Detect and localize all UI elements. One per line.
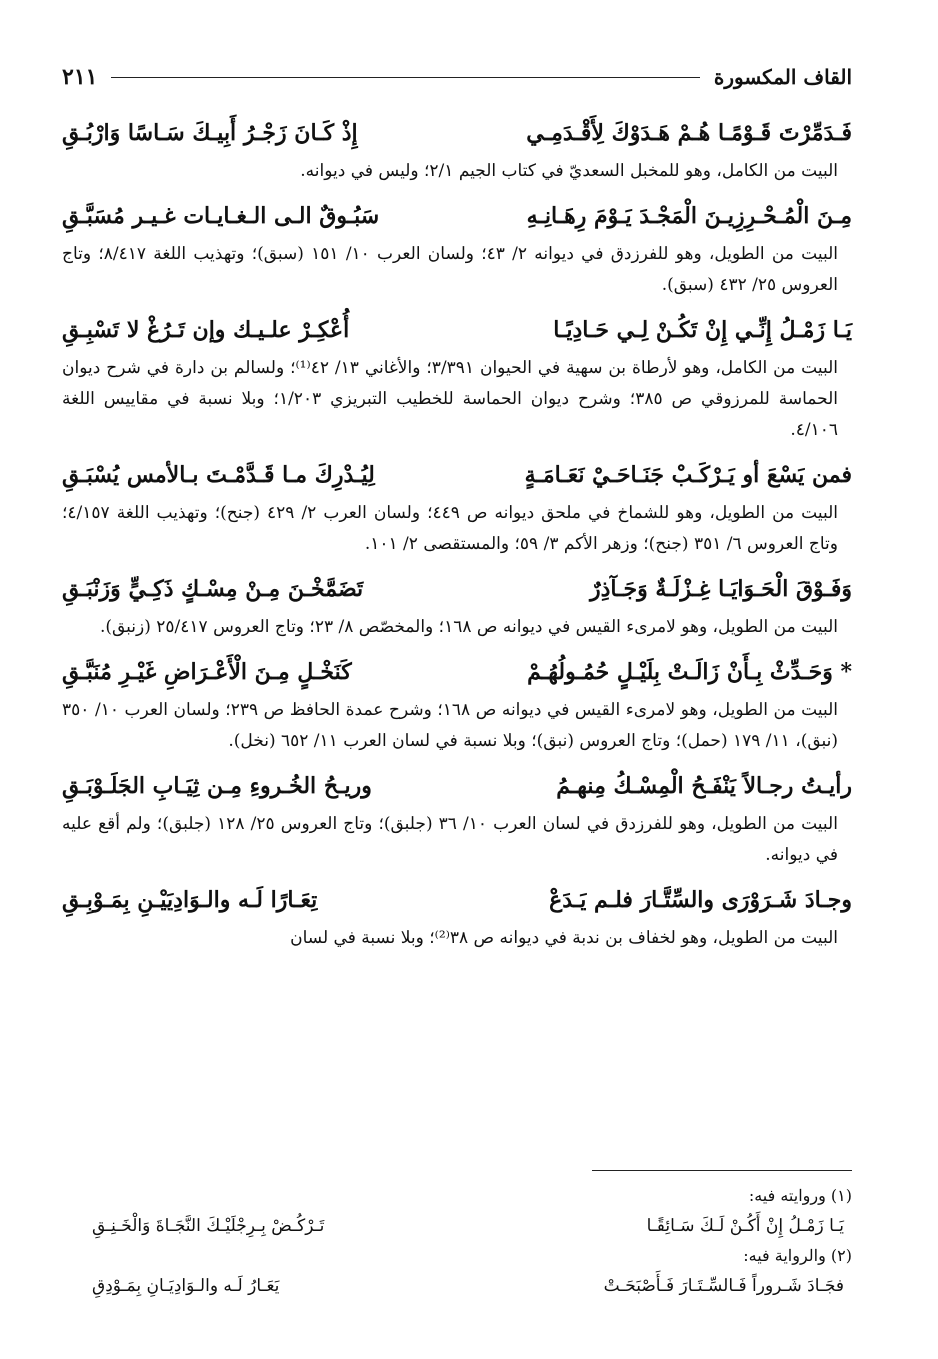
chapter-title: القاف المكسورة xyxy=(713,65,852,89)
verse-commentary: البيت من الطويل، وهو للشماخ في ملحق ديوانه ص ٤٤٩؛ ولسان العرب ٢/ ٤٢٩ (جنح)؛ وتهذيب اللغة ٤/١٥٧؛ وتاج العروس ٦/ ٣٥١ (جنح)؛ وزهر الأكم ٣/ ٥٩؛ والمستقصى ٢/ ١٠١. xyxy=(62,503,838,554)
footnote-label: (١) وروايته فيه: xyxy=(748,1186,852,1205)
verse-line xyxy=(62,110,852,156)
verse-line xyxy=(62,193,852,239)
second-hemistich: تَـرْكُـضْ بِـرِجْلَيْـكَ النَّجَـاةَ وَالْخَـنِـقِ xyxy=(92,1216,325,1236)
second-hemistich: تَضَمَّخْـنَ مِـنْ مِسْـكٍ ذَكِـيٍّ وَزَنْبَـقِ xyxy=(62,576,364,602)
first-hemistich: يَـا زَمْـلُ إِنِّـي إِنْ تَكُـنْ لِـي حَـادِيًـا xyxy=(553,317,852,343)
verse-line xyxy=(62,877,852,923)
page-number: ٢١١ xyxy=(62,64,98,90)
second-hemistich: سَبُـوقٌ الـى الـغـايـات غـيـر مُسَبَّـقِ xyxy=(62,203,380,229)
verse-commentary: البيت من الطويل، وهو لامرىء القيس في ديوانه ص ١٦٨؛ والمخصّص ٨/ ٢٣؛ وتاج العروس ٢٥/٤١٧ (زنبق). xyxy=(99,617,838,637)
first-hemistich: رأيـتُ رجـالاً يَنْفَـحُ الْمِسْـكُ مِنهـمُ xyxy=(556,773,852,799)
verse-line xyxy=(62,307,852,353)
first-hemistich: فَـدَمِّرْتَ قَـوْمًـا هُـمْ هَـدَوْكَ لِأَقْـدَمِـي xyxy=(526,120,852,146)
verse-commentary: البيت من الكامل، وهو لأرطاة بن سهية في الحيوان ٣/٣٩١؛ والأغاني ١٣/ ٤٢⁽¹⁾؛ ولسالم بن دارة في شرح ديوان الحماسة للمرزوقي ص ٣٨٥؛ وشرح ديوان الحماسة للخطيب التبريزي ١/٢٠٣؛ وبلا نسبة في مقاييس اللغة ٤/١٠٦. xyxy=(62,358,839,440)
verse-line xyxy=(62,452,852,498)
first-hemistich: يَـا زَمْـلُ إِنْ أَكُـنْ لَـكَ سَـائِقًـا xyxy=(646,1216,844,1236)
page-header xyxy=(62,62,852,92)
first-hemistich: فمن يَسْعَ أو يَـرْكَـبْ جَنَـاحَـيْ نَعَـامَـةٍ xyxy=(524,462,852,488)
verse-entry xyxy=(62,566,852,643)
verse-entry xyxy=(62,193,852,301)
footnote-verse xyxy=(62,1269,852,1303)
verse-line xyxy=(62,763,852,809)
second-hemistich: وريـحُ الخُـروءِ مِـن ثِيَـابِ الجَلَـوْبَـقِ xyxy=(62,773,372,799)
footnotes xyxy=(62,1170,852,1303)
footnote-label: (٢) والرواية فيه: xyxy=(743,1246,852,1265)
verse-commentary: البيت من الطويل، وهو للفرزدق في لسان العرب ١٠/ ٣٦ (جلبق)؛ وتاج العروس ٢٥/ ١٢٨ (جلبق)؛ ولم أقع عليه في ديوانه. xyxy=(62,814,838,865)
second-hemistich: لِيُـدْرِكَ مـا قَـدَّمْـتَ بـالأمس يُسْبَـقِ xyxy=(62,462,375,488)
second-hemistich: تِعَـارًا لَـه والـوَادِيَيْـنِ بِمَـوْبِـقِ xyxy=(62,887,318,913)
footnote-verse xyxy=(62,1209,852,1243)
verse-line xyxy=(62,566,852,612)
second-hemistich: أُعْكِـرْ علـيـك وإن تَـرُغْ لا تَسْبِـقِ xyxy=(62,317,350,343)
verse-commentary: البيت من الطويل، وهو لامرىء القيس في ديوانه ص ١٦٨؛ وشرح عمدة الحافظ ص ٢٣٩؛ ولسان العرب ١٠/ ٣٥٠ (نبق)، ١١/ ١٧٩ (حمل)؛ وتاج العروس (نبق)؛ وبلا نسبة في لسان العرب ١١/ ٦٥٢ (نخل). xyxy=(62,700,838,751)
second-hemistich: إِذْ كَـانَ زَجْـرُ أَبِيـكَ سَـاسًا وَارْبُـقِ xyxy=(62,120,358,146)
verse-commentary: البيت من الطويل، وهو للفرزدق في ديوانه ٢/ ٤٣؛ ولسان العرب ١٠/ ١٥١ (سبق)؛ وتهذيب اللغة ٨/٤١٧؛ وتاج العروس ٢٥/ ٤٣٢ (سبق). xyxy=(62,244,838,295)
verse-commentary: البيت من الكامل، وهو للمخبل السعديّ في كتاب الجيم ٢/١؛ وليس في ديوانه. xyxy=(300,161,838,181)
first-hemistich: وَفَـوْقَ الْحَـوَايَـا غِـزْلَـةٌ وَجَـآذِرٌ xyxy=(589,576,852,602)
footnote-rule xyxy=(592,1170,852,1171)
first-hemistich: فجَـادَ شَـروراً فَـالسِّـتَـارَ فَـأَصْبَحَـتْ xyxy=(603,1276,844,1296)
first-hemistich: وجـادَ شَـرَوْرَى والسِّتَّـارَ فلـم يَـدَعْ xyxy=(549,887,852,913)
header-rule xyxy=(111,77,699,78)
second-hemistich: كَنَخْـلٍ مِـنَ الْأَعْـرَاضِ غَيْـرِ مُنَبَّـقِ xyxy=(62,659,352,685)
verse-commentary: البيت من الطويل، وهو لخفاف بن ندبة في ديوانه ص ٣٨⁽²⁾؛ وبلا نسبة في لسان xyxy=(290,928,838,948)
second-hemistich: يَعَـارُ لَـه والـوَادِيَـانِ بِمَـوْدِقِ xyxy=(92,1276,280,1296)
verse-entry xyxy=(62,649,852,757)
verse-entry xyxy=(62,877,852,954)
first-hemistich: * وَحَـدِّثْ بِـأَنْ زَالَـتْ بِلَيْـلٍ حُمُـولُهُـمْ xyxy=(527,659,852,685)
verse-entry xyxy=(62,307,852,446)
first-hemistich: مِـنَ الْمُـحْـرِزِيـنَ الْمَجْـدَ يَـوْمَ رِهَـانِـهِ xyxy=(526,203,852,229)
verse-entries xyxy=(62,110,852,960)
verse-line xyxy=(62,649,852,695)
verse-entry xyxy=(62,763,852,871)
verse-entry xyxy=(62,110,852,187)
verse-entry xyxy=(62,452,852,560)
